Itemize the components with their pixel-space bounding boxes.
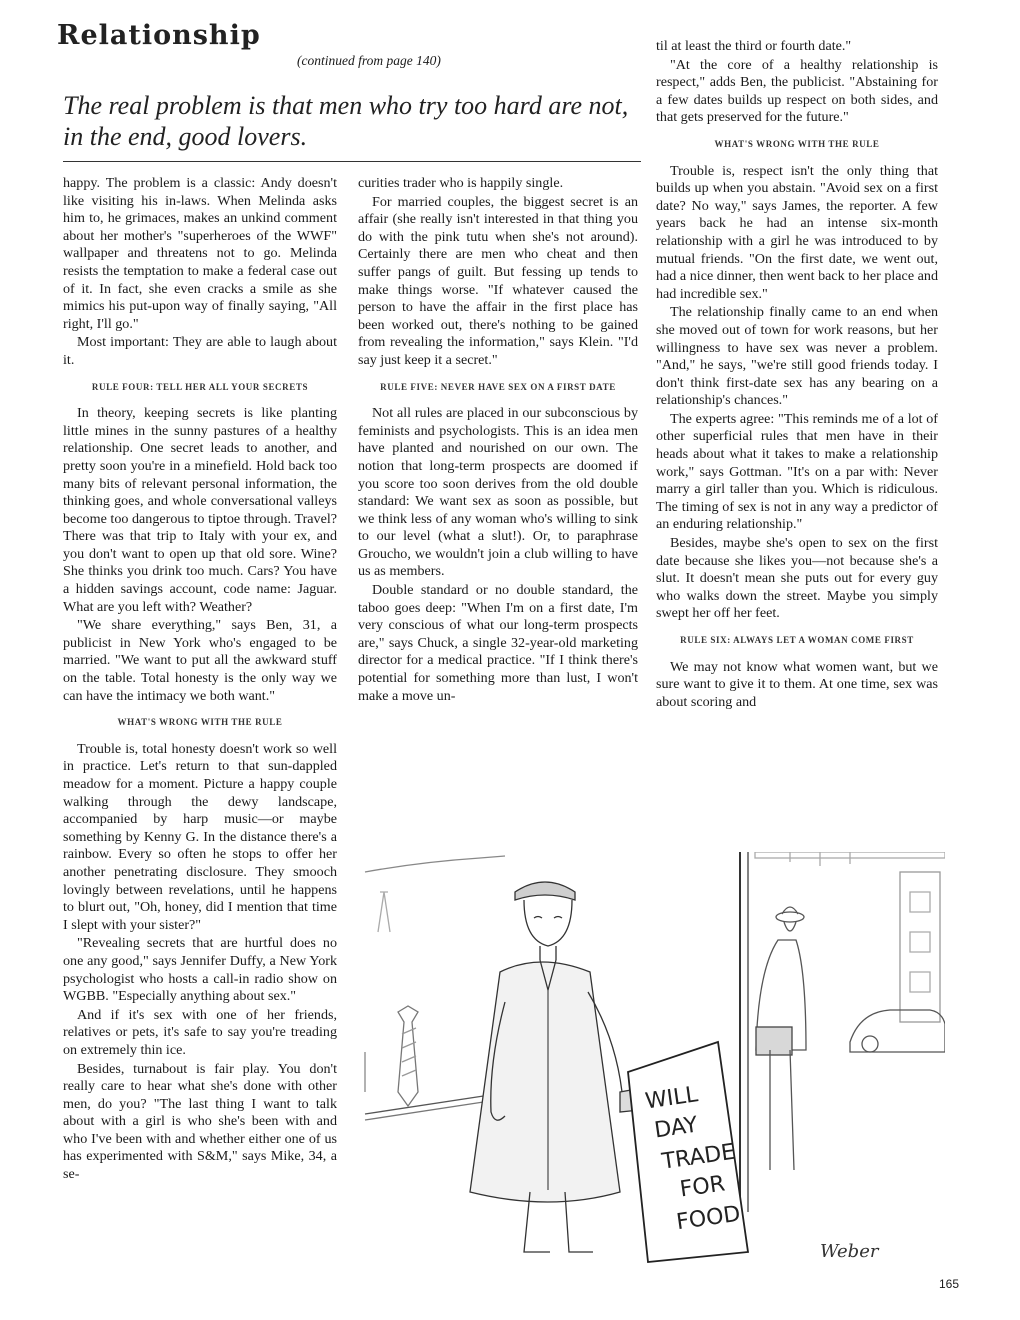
paragraph: Double standard or no double standard, the taboo goes deep: "When I'm on a first date, I'm very conscious of what our long-term prospects are," says Chuck, a single 32-year-old marketing director for a medical practice. "If I think there's potential for something more than lust, I won't make a move un- <box>358 582 638 704</box>
subhead: RULE FOUR: TELL HER ALL YOUR SECRETS <box>91 381 309 392</box>
sign-line: FOOD <box>674 1201 742 1236</box>
paragraph: "We share everything," says Ben, 31, a publicist in New York who's engaged to be married. "We want to put all the awkward stuff on the table. Total honesty is the only way we can have the intimacy we both want." <box>63 617 337 704</box>
paragraph: curities trader who is happily single. <box>358 175 564 191</box>
subhead: RULE FIVE: NEVER HAVE SEX ON A FIRST DATE <box>380 381 616 392</box>
subhead: WHAT'S WRONG WITH THE RULE <box>117 717 283 728</box>
paragraph: happy. The problem is a classic: Andy doesn't like visiting his in-laws. When Melinda asks him to, he grimaces, makes an unkind comment about her mother's "superheroes of the WWF" wallpaper and threatens not to go. Melinda resists the temptation to make a federal case out of it. In fact, she even cracks a smile as she mimics his put-upon way of finally saying, "All right, I'll go." <box>63 175 337 332</box>
column-2 <box>358 175 638 706</box>
pull-quote: The real problem is that men who try too hard are not, in the end, good lovers. <box>63 91 629 151</box>
paragraph: Trouble is, total honesty doesn't work so well in practice. Let's return to that sun-dappled meadow for a moment. Picture a happy couple walking through the dewy landscape, accompanied by harp music—or maybe something by Kenny G. In the distance there's a rainbow. Every so often he stops to offer her another penetrating disclosure. They smooch lovingly between revelations, until he happens to blurt out, "Oh, honey, did I mention that time I slept with your sister?" <box>63 740 337 933</box>
paragraph: For married couples, the biggest secret is an affair (she really isn't interested in that thing you do with the pink tutu when she's not around). Certainly there are men who cheat and then suffer pangs of guilt. But fessing up tends to make things worse. "If whatever caused the person to have the affair in the first place has been worked out, there's nothing to be gained from revealing the information," says Klein. "I'd say just keep it a secret." <box>358 193 638 368</box>
paragraph: "Revealing secrets that are hurtful does no one any good," says Jennifer Duffy, a New York psychologist who hosts a call-in radio show on WGBB. "Especially anything about sex." <box>63 935 337 1005</box>
subhead: WHAT'S WRONG WITH THE RULE <box>714 138 880 149</box>
paragraph: Besides, turnabout is fair play. You don't really care to hear what she's done with other men, do you? "The last thing I want to talk about with a girl is who she's been with and who I've been with and whether either one of us has experimented with S&M," says Mike, 34, a se- <box>63 1060 337 1183</box>
sign-line: FOR <box>678 1171 727 1203</box>
paragraph: The experts agree: "This reminds me of a lot of other superficial rules that men have in their heads about what it takes to make a relationship work," says Gottman. "It's on a par with: Never marry a girl taller than you. Which is ridiculous. The timing of sex is not in any way a predictor of an enduring relationship." <box>656 410 938 533</box>
subhead: RULE SIX: ALWAYS LET A WOMAN COME FIRST <box>680 635 914 645</box>
paragraph: And if it's sex with one of her friends, relatives or pets, it's safe to say you're treading on extremely thin ice. <box>63 1006 337 1058</box>
paragraph: Trouble is, respect isn't the only thing that builds up when you abstain. "Avoid sex on a first date? No way," says James, the reporter. A few years back he had an intense six-month relationship with a girl he was introduced to by mutual friends. "On the first date, we went out, had a nice dinner, then went back to her place and had incredible sex." <box>656 162 938 302</box>
sign-line: DAY <box>652 1112 700 1144</box>
paragraph: Most important: They are able to laugh about it. <box>63 334 337 368</box>
paragraph: til at least the third or fourth date." <box>656 38 852 54</box>
sign-line: TRADE <box>660 1139 737 1175</box>
column-1 <box>63 175 337 1185</box>
paragraph: "At the core of a healthy relationship is respect," adds Ben, the publicist. "Abstaining for a few dates builds up respect on both sides, and that gets preserved for the future." <box>656 56 938 126</box>
cartoon-illustration <box>360 852 945 1272</box>
continued-note: (continued from page 140) <box>297 53 441 68</box>
sign-line: WILL <box>643 1082 700 1115</box>
paragraph: In theory, keeping secrets is like planting little mines in the sunny pastures of a healthy relationship. One secret leads to another, and pretty soon you're in a minefield. Hold back too many bits of relevant personal information, the thinking goes, and whole conversational valleys become too dangerous to tiptoe through. Travel? There was that trip to Italy with your ex, and you don't want to open up that old sore. Wine? She thinks you drink too much. Cars? You have a hidden savings account, code name: Jaguar. What are you left with? Weather? <box>63 405 337 615</box>
pull-quote-divider <box>63 161 641 162</box>
cartoonist-signature: Weber <box>820 1241 879 1262</box>
column-3 <box>656 38 938 712</box>
paragraph: We may not know what women want, but we sure want to give it to them. At one time, sex was about scoring and <box>656 658 938 710</box>
page-number: 165 <box>939 1277 960 1291</box>
paragraph: Besides, maybe she's open to sex on the first date because she likes you—not because she's a slut. It doesn't mean she puts out for every guy who walks down the street. Maybe you simply swept her off her feet. <box>656 535 938 622</box>
section-kicker: Relationship <box>57 20 261 51</box>
paragraph: The relationship finally came to an end when she moved out of town for work reasons, but her willingness to have sex was never a problem. "And," he says, "we're still good friends today. I don't think first-date sex has any bearing on a relationship's chances." <box>656 304 938 409</box>
paragraph: Not all rules are placed in our subconscious by feminists and psychologists. This is an idea men have planted and nourished on our own. The notion that long-term prospects are doomed if you score too soon derives from the old double standard: We want sex as soon as possible, but we think less of any woman who's willing to sink to our level (what a slut!). Or, to paraphrase Groucho, we wouldn't join a club willing to have us as members. <box>358 405 638 580</box>
